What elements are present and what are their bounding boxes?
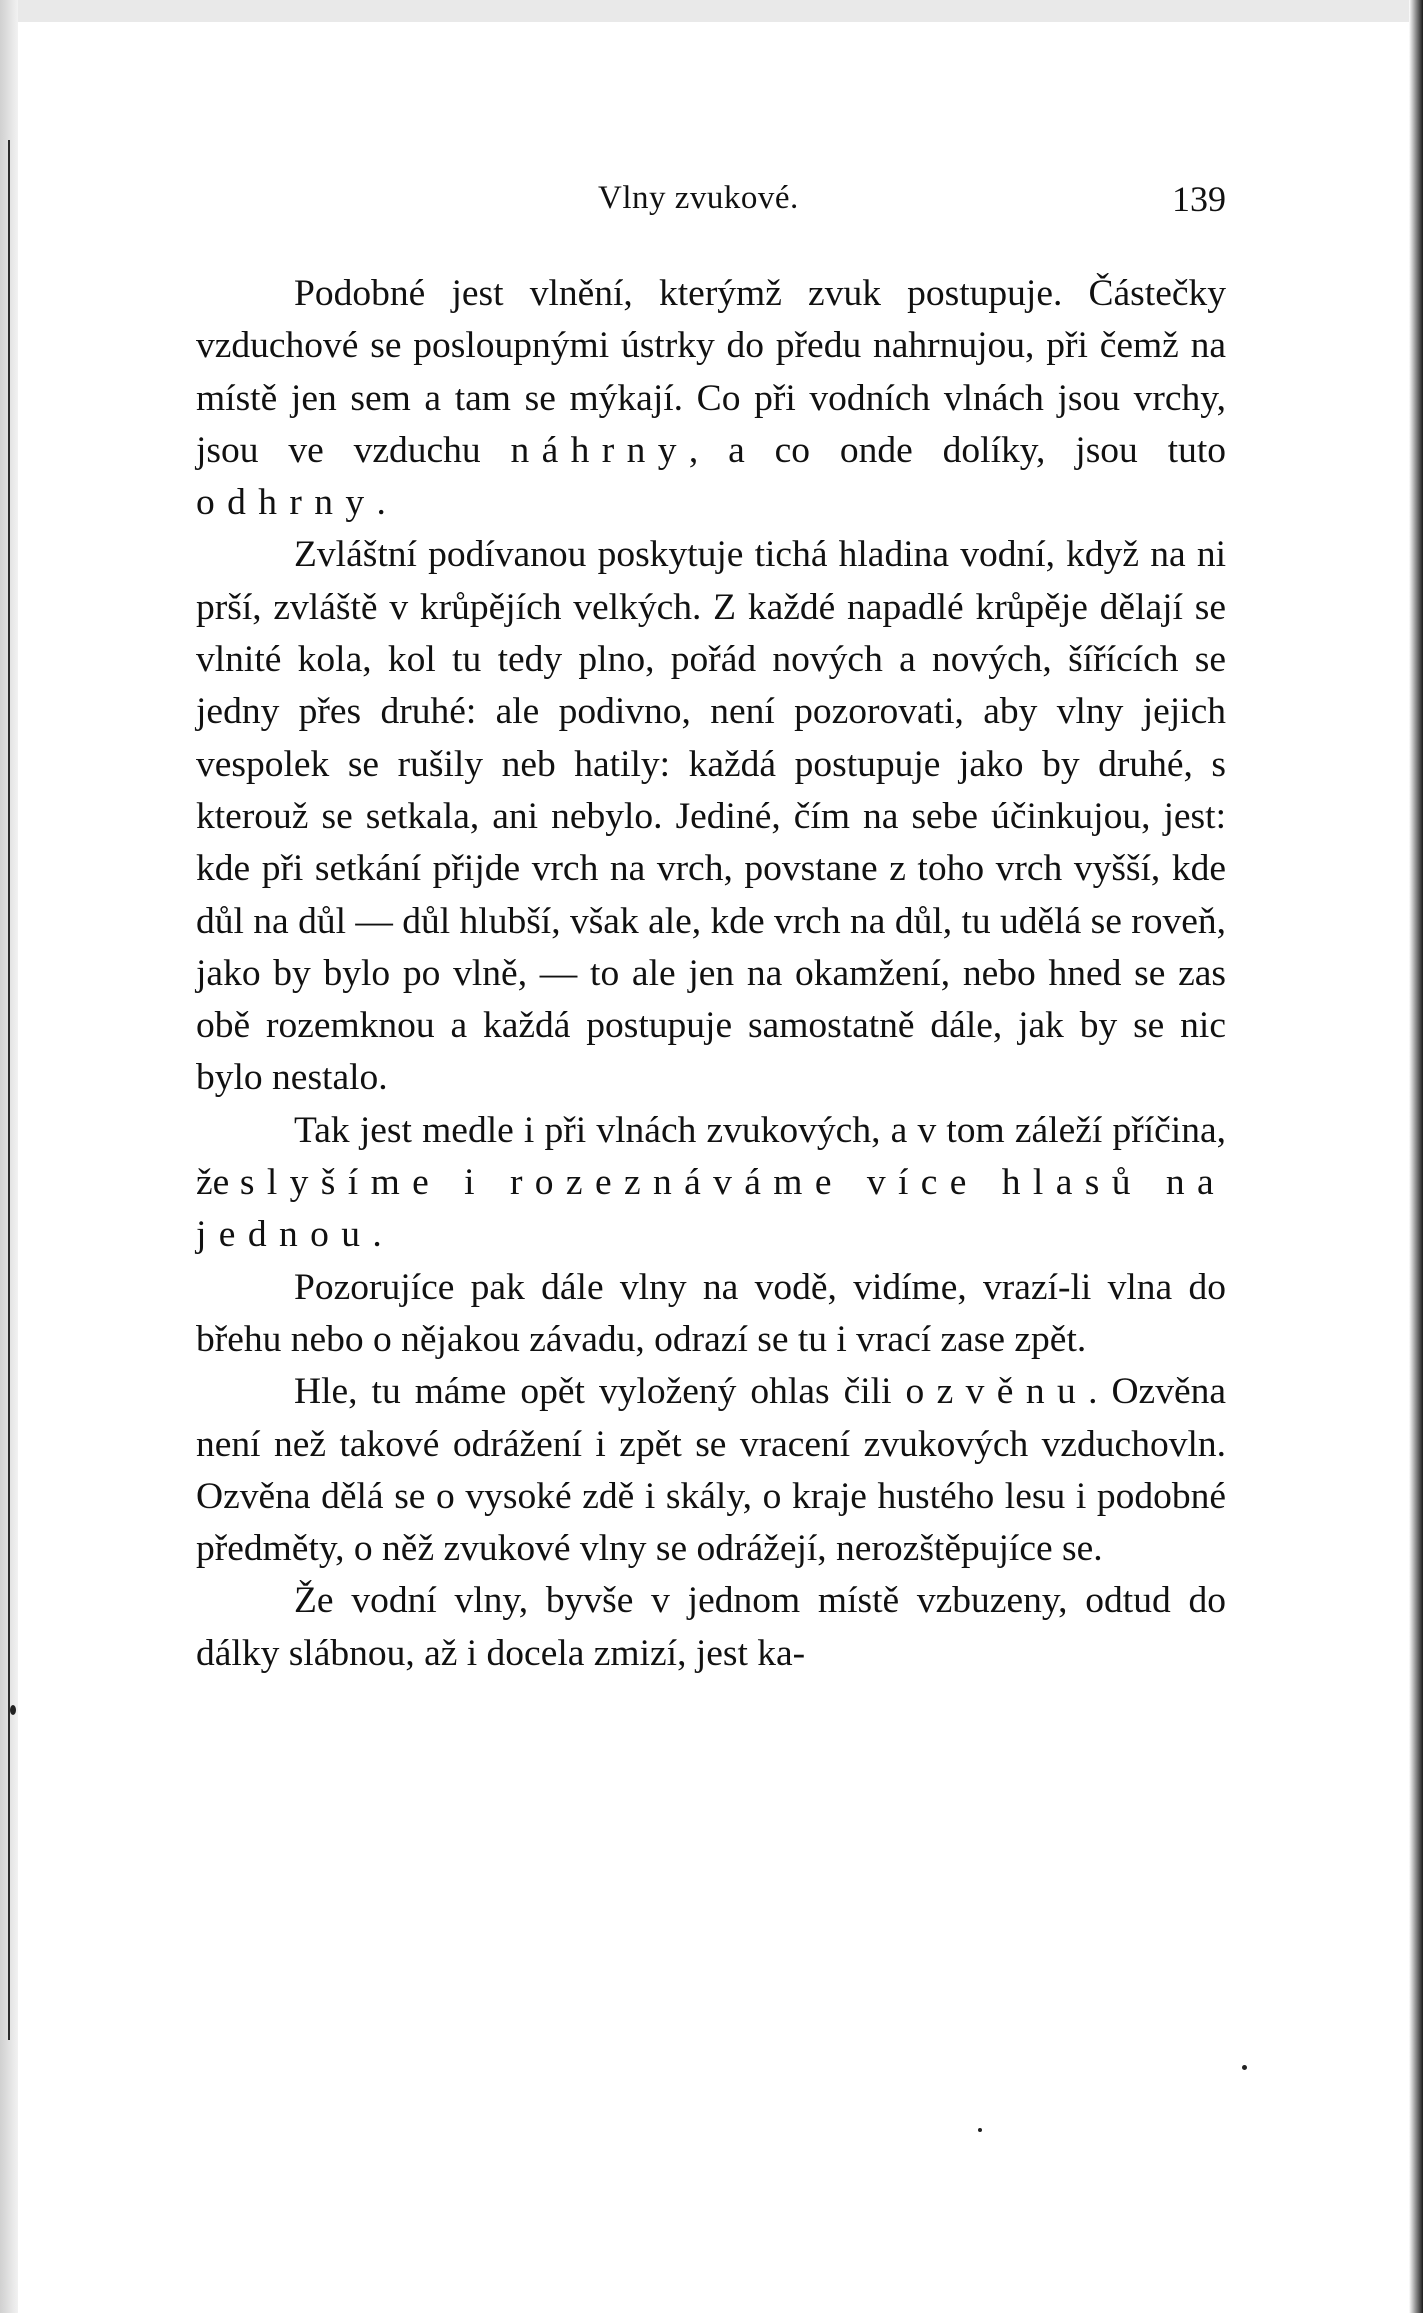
spaced-emphasis: odhrny	[196, 482, 377, 524]
spaced-emphasis: ozvěnu	[905, 1371, 1089, 1413]
paragraph	[196, 1105, 1226, 1262]
body-text	[196, 268, 1226, 1680]
scan-speck	[978, 2128, 982, 2132]
text-run: , a co onde dolíky, jsou tuto	[688, 429, 1227, 471]
running-title: Vlny zvukové.	[598, 180, 799, 216]
paragraph	[196, 1366, 1226, 1575]
scan-speck	[1242, 2065, 1247, 2070]
text-run: Hle, tu máme opět vyložený ohlas čili	[294, 1371, 906, 1413]
text-run: .	[372, 1214, 382, 1256]
book-page	[196, 170, 1226, 1680]
text-run: Pozorujíce pak dále vlny na vodě, vidíme, vrazí-li vlna do břehu nebo o nějakou závadu, odrazí se tu i vrací zase zpět.	[196, 1266, 1226, 1360]
scan-spine-line	[8, 140, 10, 2040]
page-number: 139	[1172, 179, 1226, 219]
running-head	[196, 170, 1226, 220]
text-run: Zvláštní podívanou poskytuje tichá hladina vodní, když na ni prší, zvláště v krůpějích velkých. Z každé napadlé krůpěje dělají se vlnité kola, kol tu tedy plno, pořád nových a nových, šířících se jedny přes druhé: ale podivno, není pozorovati, aby vlny jejich vespolek se rušily neb hatily: každá postupuje jako by druhé, s kterouž se setkala, ani nebylo. Jediné, čím na sebe účinkujou, jest: kde při setkání přijde vrch na vrch, povstane z toho vrch vyšší, kde důl na důl — důl hlubší, však ale, kde vrch na důl, tu udělá se roveň, jako by bylo po vlně, — to ale jen na okamžení, nebo hned se zas obě rozemknou a každá postupuje samostatně dále, jak by se nic bylo nestalo.	[196, 534, 1226, 1099]
text-run: Že vodní vlny, byvše v jednom místě vzbuzeny, odtud do dálky slábnou, až i docela zmizí, jest ka-	[196, 1580, 1226, 1674]
paragraph	[196, 529, 1226, 1104]
scan-top-edge	[0, 0, 1423, 22]
scan-right-edge	[1409, 0, 1423, 2313]
paragraph	[196, 1575, 1226, 1680]
paragraph	[196, 268, 1226, 529]
text-run: . Ozvěna není než takové odrážení i zpět se vracení zvukových vzduchovln. Ozvěna dělá se o vysoké zdě i skály, o kraje hustého lesu i podobné předměty, o něž zvukové vlny se odrážejí, nerozštěpujíce se.	[196, 1371, 1226, 1570]
spaced-emphasis: náhrny	[510, 429, 689, 471]
scan-speck	[10, 1705, 16, 1715]
spaced-emphasis: slyšíme i rozeznáváme více hlasů na jednou	[196, 1162, 1226, 1256]
text-run: .	[376, 482, 386, 524]
text-run: Tak jest medle i při vlnách zvukových, a v tom záleží příčina, že	[196, 1109, 1226, 1204]
paragraph	[196, 1262, 1226, 1367]
text-run: Podobné jest vlnění, kterýmž zvuk postupuje. Částečky vzduchové se posloupnými ústrky do předu nahrnujou, při čemž na místě jen sem a tam se mýkají. Co při vodních vlnách jsou vrchy, jsou ve vzduchu	[196, 273, 1226, 471]
